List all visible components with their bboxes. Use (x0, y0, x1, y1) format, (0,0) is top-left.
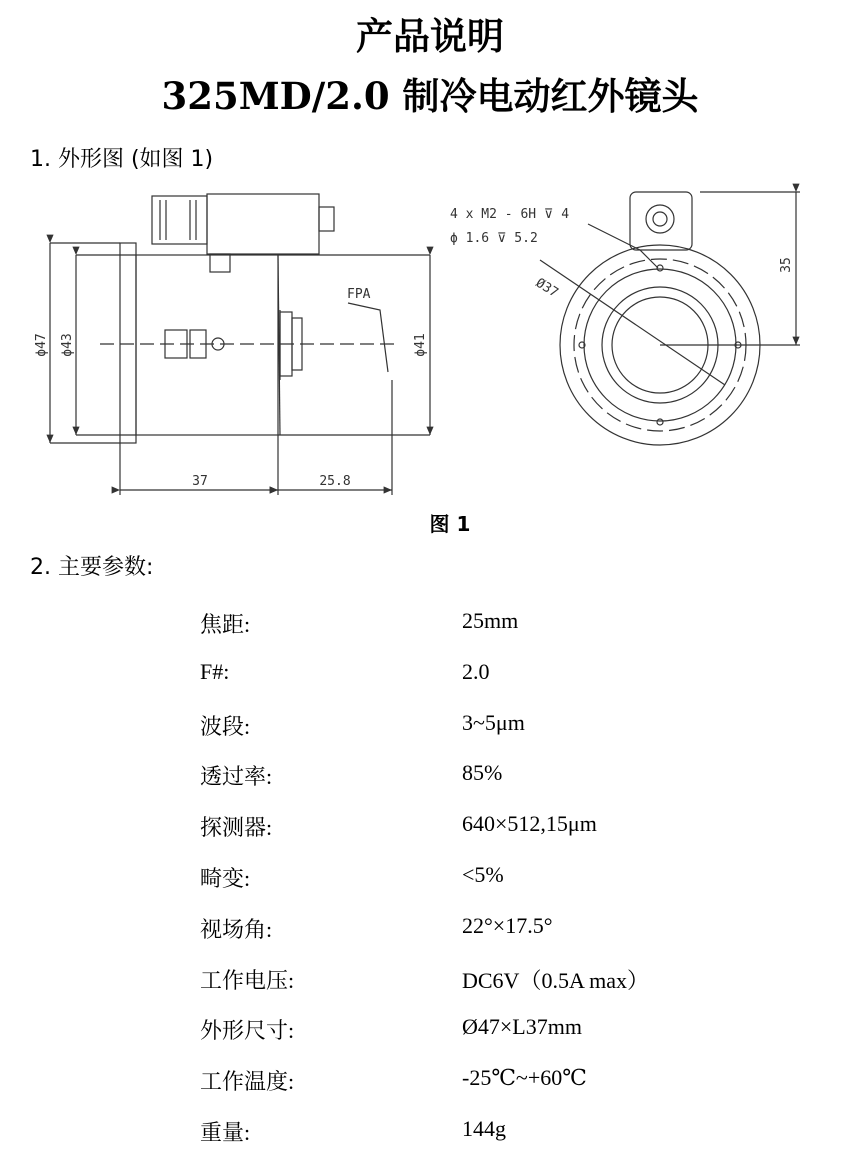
param-row (0, 805, 860, 856)
document-title: 产品说明 (356, 14, 504, 58)
param-row (0, 1008, 860, 1059)
param-label: 波段: (200, 713, 251, 739)
outline-drawing (0, 180, 860, 505)
param-row (0, 653, 860, 704)
height-35-label: 35 (779, 257, 794, 273)
param-label: 工作电压: (200, 967, 295, 993)
param-row (0, 958, 860, 1009)
section-params-heading: 2. 主要参数: (30, 555, 154, 580)
motor-housing (630, 192, 692, 250)
side-view (50, 194, 430, 495)
param-value: 22°×17.5° (462, 912, 553, 938)
param-row (0, 907, 860, 958)
param-label: F#: (200, 658, 230, 684)
param-label: 探测器: (200, 815, 273, 841)
param-label: 透过率: (200, 764, 273, 790)
length-25-8-label: 25.8 (319, 474, 351, 489)
param-label: 工作温度: (200, 1069, 295, 1095)
param-row (0, 602, 860, 653)
param-value: 640×512,15μm (462, 811, 597, 837)
param-row (0, 704, 860, 755)
fpa-label: FPA (347, 287, 371, 302)
params-table (0, 602, 860, 1161)
param-label: 视场角: (200, 916, 273, 942)
param-value: 144g (462, 1115, 506, 1141)
radius-label: Ø37 (532, 275, 561, 301)
figure-caption: 图 1 (429, 512, 471, 536)
param-row (0, 754, 860, 805)
param-value: DC6V（0.5A max） (462, 967, 650, 993)
rear-diameter-label: ϕ41 (413, 333, 428, 357)
hole-spec-line1: 4 x M2 - 6H ⊽ 4 (450, 207, 570, 222)
param-value: Ø47×L37mm (462, 1014, 582, 1040)
param-value: 85% (462, 760, 503, 786)
hole-spec-line2: ϕ 1.6 ⊽ 5.2 (450, 231, 538, 246)
inner-diameter-label: ϕ43 (60, 333, 75, 357)
param-value: 25mm (462, 608, 519, 633)
lens-body (136, 255, 278, 435)
product-name: 325MD/2.0 制冷电动红外镜头 (161, 74, 699, 118)
length-37-label: 37 (192, 474, 208, 489)
front-view (540, 192, 800, 445)
param-value: -25℃~+60℃ (462, 1065, 587, 1091)
param-row (0, 1059, 860, 1110)
param-value: <5% (462, 861, 504, 887)
outer-diameter-label: ϕ47 (34, 333, 49, 357)
param-value: 3~5μm (462, 709, 525, 735)
section-outline-heading: 1. 外形图 (如图 1) (30, 147, 214, 172)
param-row (0, 856, 860, 907)
lens-flange (120, 243, 136, 443)
param-label: 畸变: (200, 865, 251, 891)
param-label: 焦距: (200, 612, 251, 637)
param-value: 2.0 (462, 658, 490, 684)
param-label: 外形尺寸: (200, 1018, 295, 1044)
param-row (0, 1110, 860, 1161)
param-label: 重量: (200, 1119, 251, 1145)
